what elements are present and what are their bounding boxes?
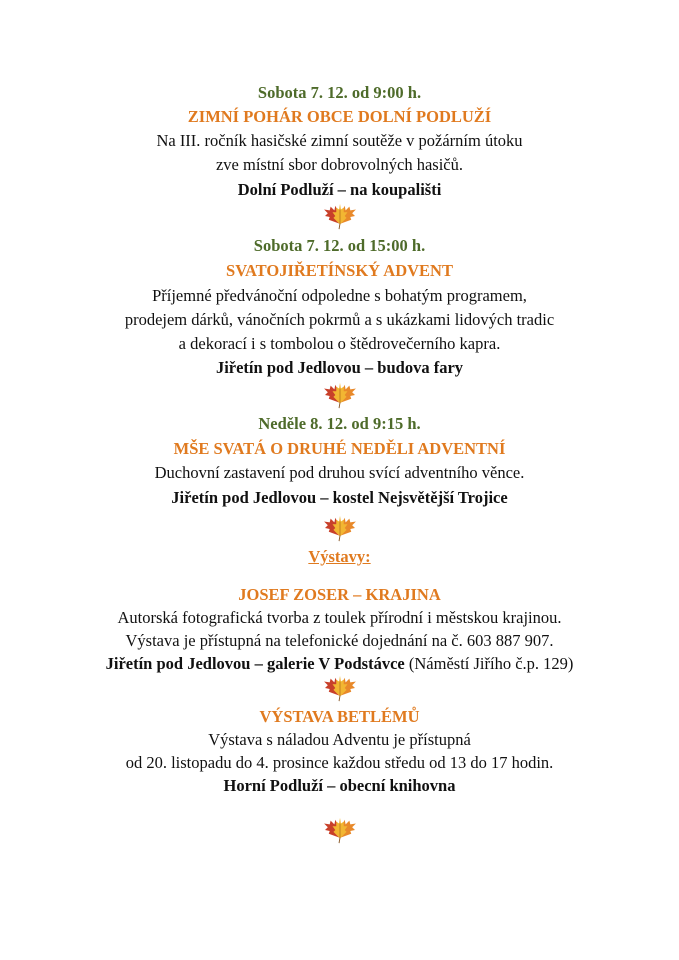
event-3-place: Jiřetín pod Jedlovou – kostel Nejsvětější Trojice: [171, 488, 508, 507]
event-1-description-line-2: zve místní sbor dobrovolných hasičů.: [215, 155, 463, 174]
event-3-title: MŠE SVATÁ O DRUHÉ NEDĚLI ADVENTNÍ: [173, 439, 506, 458]
event-2-title: SVATOJIŘETÍNSKÝ ADVENT: [226, 261, 453, 280]
autumn-leaves-icon: [321, 380, 359, 410]
exhibition-1-description-line-2: Výstava je přístupná na telefonické dojednání na č. 603 887 907.: [125, 631, 554, 650]
event-1-title: ZIMNÍ POHÁR OBCE DOLNÍ PODLUŽÍ: [187, 107, 492, 126]
exhibition-1-place: Jiřetín pod Jedlovou – galerie V Podstávce: [105, 654, 405, 673]
event-2-place: Jiřetín pod Jedlovou – budova fary: [215, 358, 464, 377]
exhibition-2-description-line-1: Výstava s náladou Adventu je přístupná: [208, 730, 471, 749]
event-1-place: Dolní Podluží – na koupališti: [237, 180, 442, 199]
autumn-leaves-icon: [321, 673, 359, 703]
exhibition-2-description-line-2: od 20. listopadu do 4. prosince každou středu od 13 do 17 hodin.: [125, 753, 554, 772]
exhibition-2-place: Horní Podluží – obecní knihovna: [223, 776, 456, 795]
event-1-description-line-1: Na III. ročník hasičské zimní soutěže v požárním útoku: [156, 131, 523, 150]
exhibition-2-title: VÝSTAVA BETLÉMŮ: [259, 707, 420, 726]
autumn-leaves-icon: [321, 815, 359, 845]
event-2-date: Sobota 7. 12. od 15:00 h.: [253, 236, 426, 255]
event-3-date: Neděle 8. 12. od 9:15 h.: [258, 414, 421, 433]
exhibition-1-place-note: (Náměstí Jiřího č.p. 129): [404, 654, 574, 673]
autumn-leaves-icon: [321, 201, 359, 231]
exhibitions-heading: Výstavy:: [308, 547, 371, 566]
event-2-description-line-3: a dekorací i s tombolou o štědrovečerního kapra.: [178, 334, 501, 353]
exhibition-1-title: JOSEF ZOSER – KRAJINA: [238, 585, 441, 604]
exhibition-1-description-line-1: Autorská fotografická tvorba z toulek přírodní i městskou krajinou.: [117, 608, 562, 627]
event-1-date: Sobota 7. 12. od 9:00 h.: [257, 83, 422, 102]
event-2-description-line-1: Příjemné předvánoční odpoledne s bohatým programem,: [152, 286, 527, 305]
event-2-description-line-2: prodejem dárků, vánočních pokrmů a s ukázkami lidových tradic: [124, 310, 555, 329]
event-3-description-line-1: Duchovní zastavení pod druhou svící adventního věnce.: [154, 463, 525, 482]
exhibition-1-place-line: [0, 653, 679, 675]
autumn-leaves-icon: [321, 513, 359, 543]
